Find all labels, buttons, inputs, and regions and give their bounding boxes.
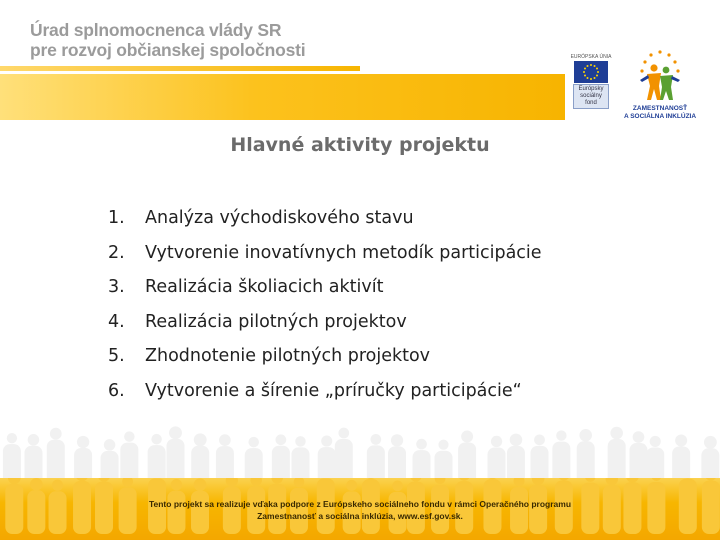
list-item-number: 6. [108,380,125,401]
slide-title [0,134,720,156]
footer-line1: Tento projekt sa realizuje vďaka podpore z Európskeho sociálneho fondu v rámci Operačného programu [148,499,572,509]
esf-logo-top-text: EURÓPSKA ÚNIA [570,54,612,60]
list-item-number: 2. [108,242,125,263]
footer-funding-note [0,498,720,522]
eu-flag-icon [574,61,608,83]
list-item [108,344,542,379]
zsi-logo-line1: ZAMESTNANOSŤ [632,105,688,112]
list-item-number: 5. [108,346,125,367]
esf-logo-line1: Európsky [578,86,604,92]
slide-title-text: Hlavné aktivity projektu [230,134,490,156]
footer-band [0,478,720,540]
esf-logo [566,54,616,122]
list-item [108,241,542,276]
list-item [108,206,542,241]
list-item-text: Vytvorenie inovatívnych metodík participácie [145,242,542,263]
zsi-logo-line2: A SOCIÁLNA INKLÚZIA [623,113,697,120]
esf-logo-line2: sociálny [580,93,602,99]
list-item-text: Analýza východiskového stavu [145,208,414,228]
list-item-text: Realizácia školiacich aktivít [145,277,384,298]
zsi-people-icon [620,46,700,104]
esf-logo-text-box [573,84,609,109]
list-item [108,275,542,310]
organization-name-line2: pre rozvoj občianskej spoločnosti [30,40,306,60]
organization-name [30,20,305,60]
list-item-text: Zhodnotenie pilotných projektov [145,346,431,367]
zsi-logo [620,46,700,124]
list-item-number: 1. [108,208,125,228]
list-item-number: 4. [108,311,125,332]
header-stripe-wide [0,74,565,120]
list-item [108,310,542,345]
crowd-silhouettes-background [0,420,720,480]
organization-name-line1: Úrad splnomocnenca vlády SR [30,20,282,40]
footer-line2: Zamestnanosť a sociálna inklúzia, www.esf.gov.sk. [257,511,463,521]
header-stripe-thin [0,66,360,71]
esf-logo-line3: fond [585,100,597,106]
list-item-text: Vytvorenie a šírenie „príručky participácie“ [145,380,522,401]
list-item [108,379,542,414]
list-item-number: 3. [108,277,125,298]
list-item-text: Realizácia pilotných projektov [145,311,407,332]
zsi-logo-caption [620,105,700,121]
activities-list [108,206,542,414]
